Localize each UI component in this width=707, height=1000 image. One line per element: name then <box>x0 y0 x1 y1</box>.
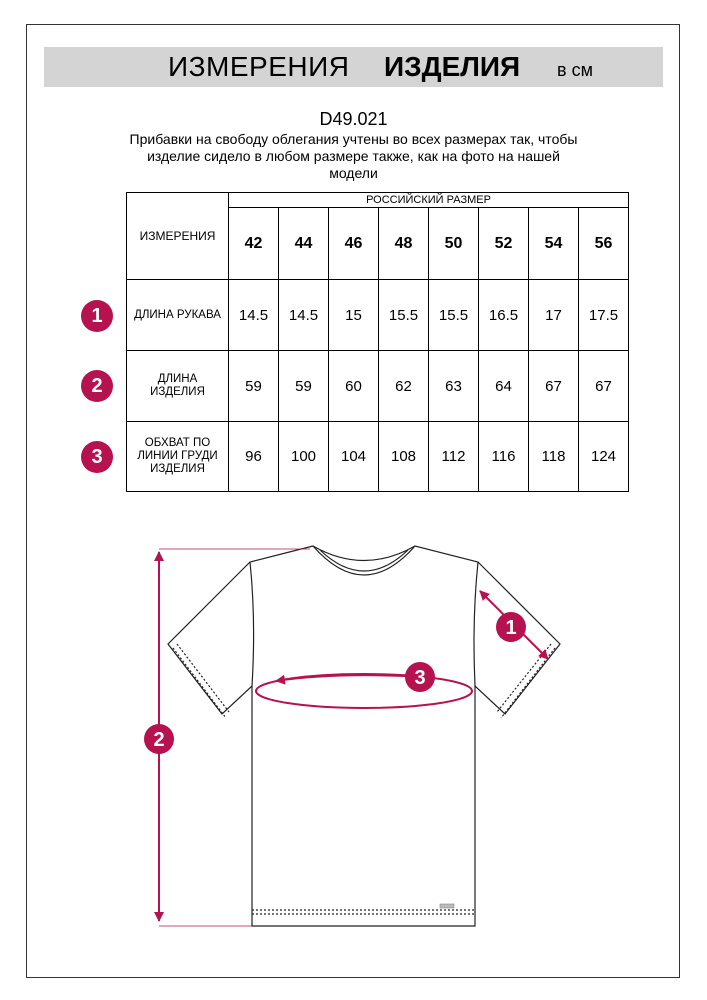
size-header: 42 <box>229 208 279 280</box>
size-header: 46 <box>329 208 379 280</box>
row-label-sleeve <box>127 280 229 351</box>
value-cell: 62 <box>379 351 429 422</box>
diagram-marker-sleeve <box>496 612 526 642</box>
value-cell: 100 <box>279 422 329 492</box>
value-cell: 67 <box>529 351 579 422</box>
value-cell: 124 <box>579 422 629 492</box>
table-row <box>127 422 629 492</box>
table-row <box>127 280 629 351</box>
value-cell: 15.5 <box>379 280 429 351</box>
row-badge-length: 2 <box>81 370 113 402</box>
value-cell: 59 <box>279 351 329 422</box>
measure-header: ИЗМЕРЕНИЯ <box>127 193 229 280</box>
row-badge-chest: 3 <box>81 441 113 473</box>
value-cell: 15 <box>329 280 379 351</box>
row-badge-sleeve: 1 <box>81 300 113 332</box>
value-cell: 17 <box>529 280 579 351</box>
header-title-product: ИЗДЕЛИЯ <box>384 51 521 82</box>
marker-label: 3 <box>414 667 426 689</box>
header-title-measurements: ИЗМЕРЕНИЯ <box>168 51 350 82</box>
value-cell: 64 <box>479 351 529 422</box>
size-header: 48 <box>379 208 429 280</box>
size-header: 50 <box>429 208 479 280</box>
row-label-line: ИЗДЕЛИЯ <box>150 386 205 398</box>
row-label-line: ОБХВАТ ПО <box>144 437 211 449</box>
tshirt-diagram <box>0 520 707 940</box>
row-label-length <box>127 351 229 422</box>
value-cell: 104 <box>329 422 379 492</box>
row-label-line: ДЛИНА <box>157 373 198 385</box>
fit-note <box>90 131 617 182</box>
diagram-marker-length <box>144 724 174 754</box>
diagram-marker-chest <box>405 662 435 692</box>
value-cell: 116 <box>479 422 529 492</box>
size-header: 52 <box>479 208 529 280</box>
size-table <box>126 192 629 492</box>
value-cell: 67 <box>579 351 629 422</box>
value-cell: 59 <box>229 351 279 422</box>
header-unit: в см <box>557 60 593 80</box>
value-cell: 112 <box>429 422 479 492</box>
value-cell: 14.5 <box>229 280 279 351</box>
marker-label: 1 <box>505 617 517 639</box>
value-cell: 16.5 <box>479 280 529 351</box>
size-header: 54 <box>529 208 579 280</box>
value-cell: 17.5 <box>579 280 629 351</box>
value-cell: 63 <box>429 351 479 422</box>
fit-note-line: модели <box>329 165 378 181</box>
size-header: 56 <box>579 208 629 280</box>
article-code: D49.021 <box>319 109 388 129</box>
table-row <box>127 351 629 422</box>
fit-note-line: Прибавки на свободу облегания учтены во всех размерах так, чтобы <box>129 131 578 147</box>
row-label-line: ИЗДЕЛИЯ <box>150 463 205 475</box>
row-label-line: ЛИНИИ ГРУДИ <box>137 450 218 462</box>
tshirt-outline <box>168 546 560 926</box>
size-header: 44 <box>279 208 329 280</box>
marker-label: 2 <box>153 729 165 751</box>
value-cell: 108 <box>379 422 429 492</box>
size-group-header: РОССИЙСКИЙ РАЗМЕР <box>229 193 629 208</box>
value-cell: 15.5 <box>429 280 479 351</box>
fit-note-line: изделие сидело в любом размере также, как на фото на нашей <box>147 148 560 164</box>
value-cell: 14.5 <box>279 280 329 351</box>
value-cell: 118 <box>529 422 579 492</box>
row-label-chest <box>127 422 229 492</box>
value-cell: 60 <box>329 351 379 422</box>
value-cell: 96 <box>229 422 279 492</box>
row-label-line: ДЛИНА РУКАВА <box>134 308 221 321</box>
